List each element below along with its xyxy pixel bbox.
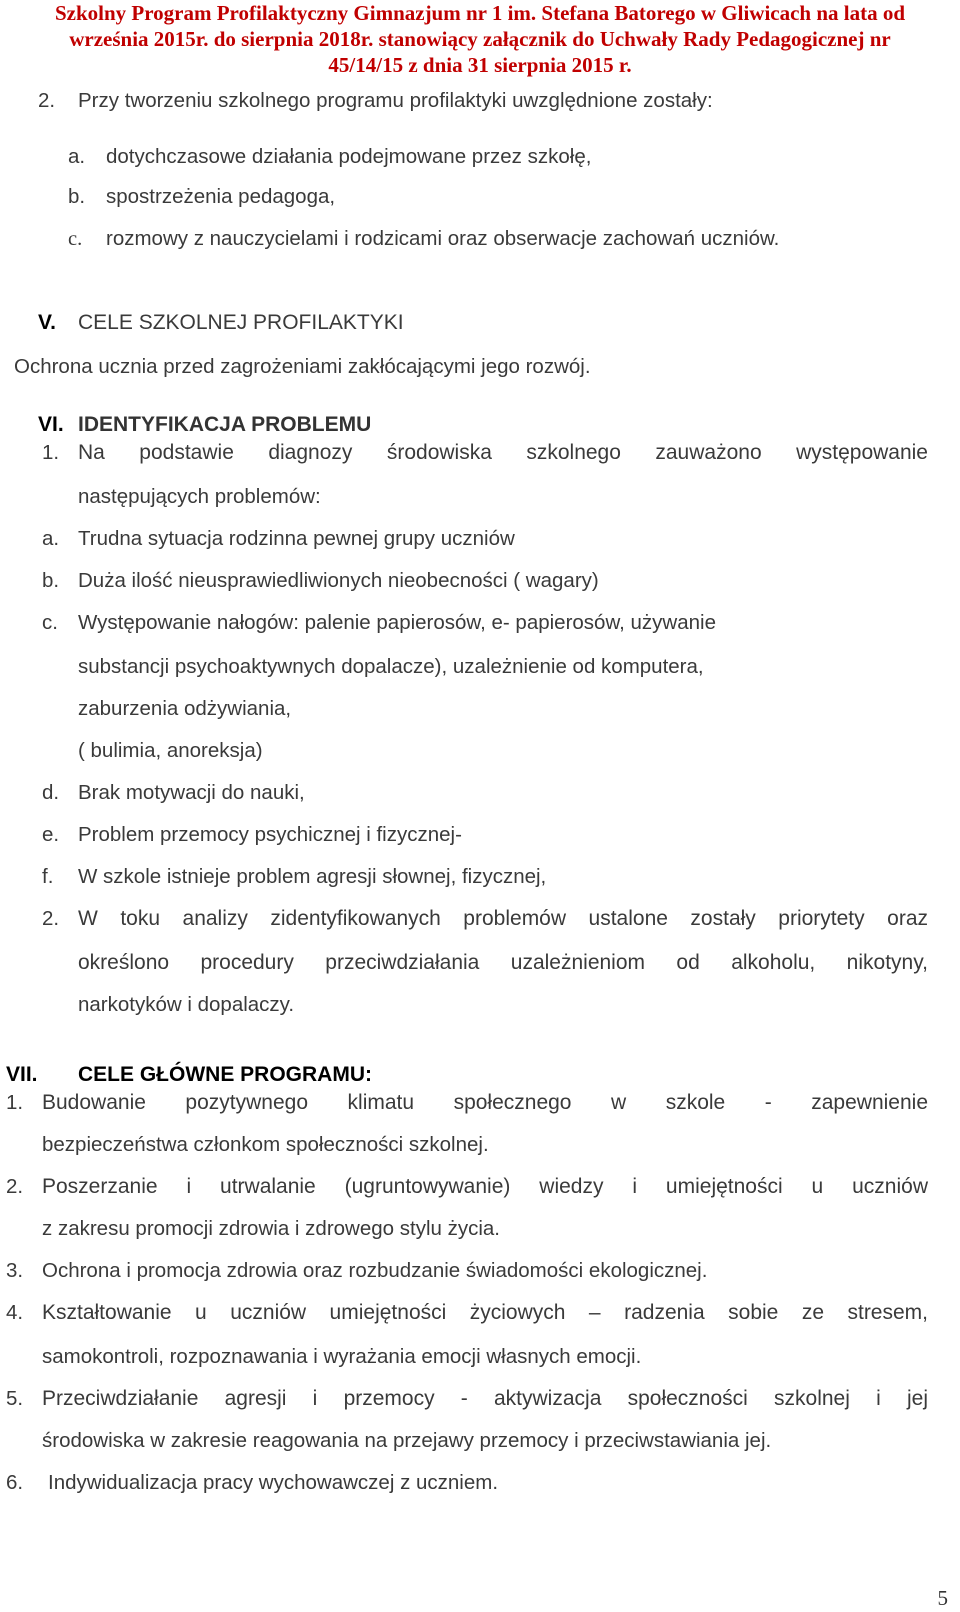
vi-item2-line3: narkotyków i dopalaczy.	[78, 993, 295, 1016]
vi-item1-line1: Na podstawie diagnozy środowiska szkolnego zauważono występowanie	[78, 441, 928, 464]
goal-1-line1: Budowanie pozytywnego klimatu społecznego w szkole - zapewnienie	[42, 1091, 928, 1114]
vi-item1-number: 1.	[42, 441, 60, 464]
v-text: Ochrona ucznia przed zagrożeniami zakłócającymi jego rozwój.	[14, 355, 591, 378]
problem-e-letter: e.	[42, 823, 60, 846]
problem-b-text: Duża ilość nieusprawiedliwionych nieobecności ( wagary)	[78, 569, 599, 592]
goal-2-line2: z zakresu promocji zdrowia i zdrowego stylu życia.	[42, 1217, 500, 1240]
problem-c-line4: ( bulimia, anoreksja)	[78, 739, 263, 762]
iv-sub-b-letter: b.	[68, 185, 86, 208]
problem-f-letter: f.	[42, 865, 54, 888]
goal-4-line1: Kształtowanie u uczniów umiejętności życiowych – radzenia sobie ze stresem,	[42, 1301, 928, 1324]
problem-d-text: Brak motywacji do nauki,	[78, 781, 305, 804]
header-line-3: 45/14/15 z dnia 31 sierpnia 2015 r.	[328, 53, 632, 77]
problem-c-line1: Występowanie nałogów: palenie papierosów, e- papierosów, używanie	[78, 611, 716, 634]
goal-5-number: 5.	[6, 1387, 24, 1410]
iv-item2-number: 2.	[38, 89, 56, 112]
goal-2-number: 2.	[6, 1175, 24, 1198]
goal-6-number: 6.	[6, 1471, 24, 1494]
vi-item2-line2: określono procedury przeciwdziałania uzależnieniom od alkoholu, nikotyny,	[78, 951, 928, 974]
header-line-2: września 2015r. do sierpnia 2018r. stanowiący załącznik do Uchwały Rady Pedagogicznej nr	[69, 27, 891, 51]
vii-title: CELE GŁÓWNE PROGRAMU:	[78, 1063, 372, 1086]
problem-c-letter: c.	[42, 611, 58, 634]
vi-item2-line1: W toku analizy zidentyfikowanych problemów ustalone zostały priorytety oraz	[78, 907, 928, 930]
header-line-1: Szkolny Program Profilaktyczny Gimnazjum nr 1 im. Stefana Batorego w Gliwicach na lata od	[54, 1, 906, 25]
v-numeral: V.	[38, 311, 56, 334]
vi-item2-number: 2.	[42, 907, 60, 930]
goal-1-line2: bezpieczeństwa członkom społeczności szkolnej.	[42, 1133, 489, 1156]
problem-c-line3: zaburzenia odżywiania,	[78, 697, 292, 720]
vi-numeral: VI.	[38, 413, 64, 436]
iv-sub-a-text: dotychczasowe działania podejmowane przez szkołę,	[106, 145, 592, 168]
iv-sub-b-text: spostrzeżenia pedagoga,	[106, 185, 336, 208]
goal-2-line1: Poszerzanie i utrwalanie (ugruntowywanie) wiedzy i umiejętności u uczniów	[42, 1175, 928, 1198]
problem-d-letter: d.	[42, 781, 60, 804]
problem-a-letter: a.	[42, 527, 60, 550]
v-title: CELE SZKOLNEJ PROFILAKTYKI	[78, 311, 404, 334]
iv-sub-a-letter: a.	[68, 145, 86, 168]
iv-item2-text: Przy tworzeniu szkolnego programu profilaktyki uwzględnione zostały:	[78, 89, 713, 112]
problem-c-line2: substancji psychoaktywnych dopalacze), uzależnienie od komputera,	[78, 655, 704, 678]
vi-item1-line2: następujących problemów:	[78, 485, 321, 508]
problem-f-text: W szkole istnieje problem agresji słownej, fizycznej,	[78, 865, 547, 888]
goal-4-line2: samokontroli, rozpoznawania i wyrażania emocji własnych emocji.	[42, 1345, 642, 1368]
iv-sub-c-text: rozmowy z nauczycielami i rodzicami oraz obserwacje zachowań uczniów.	[106, 227, 780, 250]
goal-5-line1: Przeciwdziałanie agresji i przemocy - aktywizacja społeczności szkolnej i jej	[42, 1387, 928, 1410]
goal-1-number: 1.	[6, 1091, 24, 1114]
goal-3-line1: Ochrona i promocja zdrowia oraz rozbudzanie świadomości ekologicznej.	[42, 1259, 708, 1282]
problem-a-text: Trudna sytuacja rodzinna pewnej grupy uczniów	[78, 527, 515, 550]
problem-e-text: Problem przemocy psychicznej i fizycznej-	[78, 823, 462, 846]
vi-title: IDENTYFIKACJA PROBLEMU	[78, 413, 372, 436]
goal-5-line2: środowiska w zakresie reagowania na przejawy przemocy i przeciwstawiania jej.	[42, 1429, 772, 1452]
problem-b-letter: b.	[42, 569, 60, 592]
goal-6-line1: Indywidualizacja pracy wychowawczej z uczniem.	[48, 1471, 499, 1494]
document-header	[0, 0, 960, 78]
goal-4-number: 4.	[6, 1301, 24, 1324]
page-number: 5	[937, 1586, 948, 1610]
iv-sub-c-letter: c.	[68, 228, 83, 250]
vii-numeral: VII.	[6, 1063, 38, 1086]
goal-3-number: 3.	[6, 1259, 24, 1282]
